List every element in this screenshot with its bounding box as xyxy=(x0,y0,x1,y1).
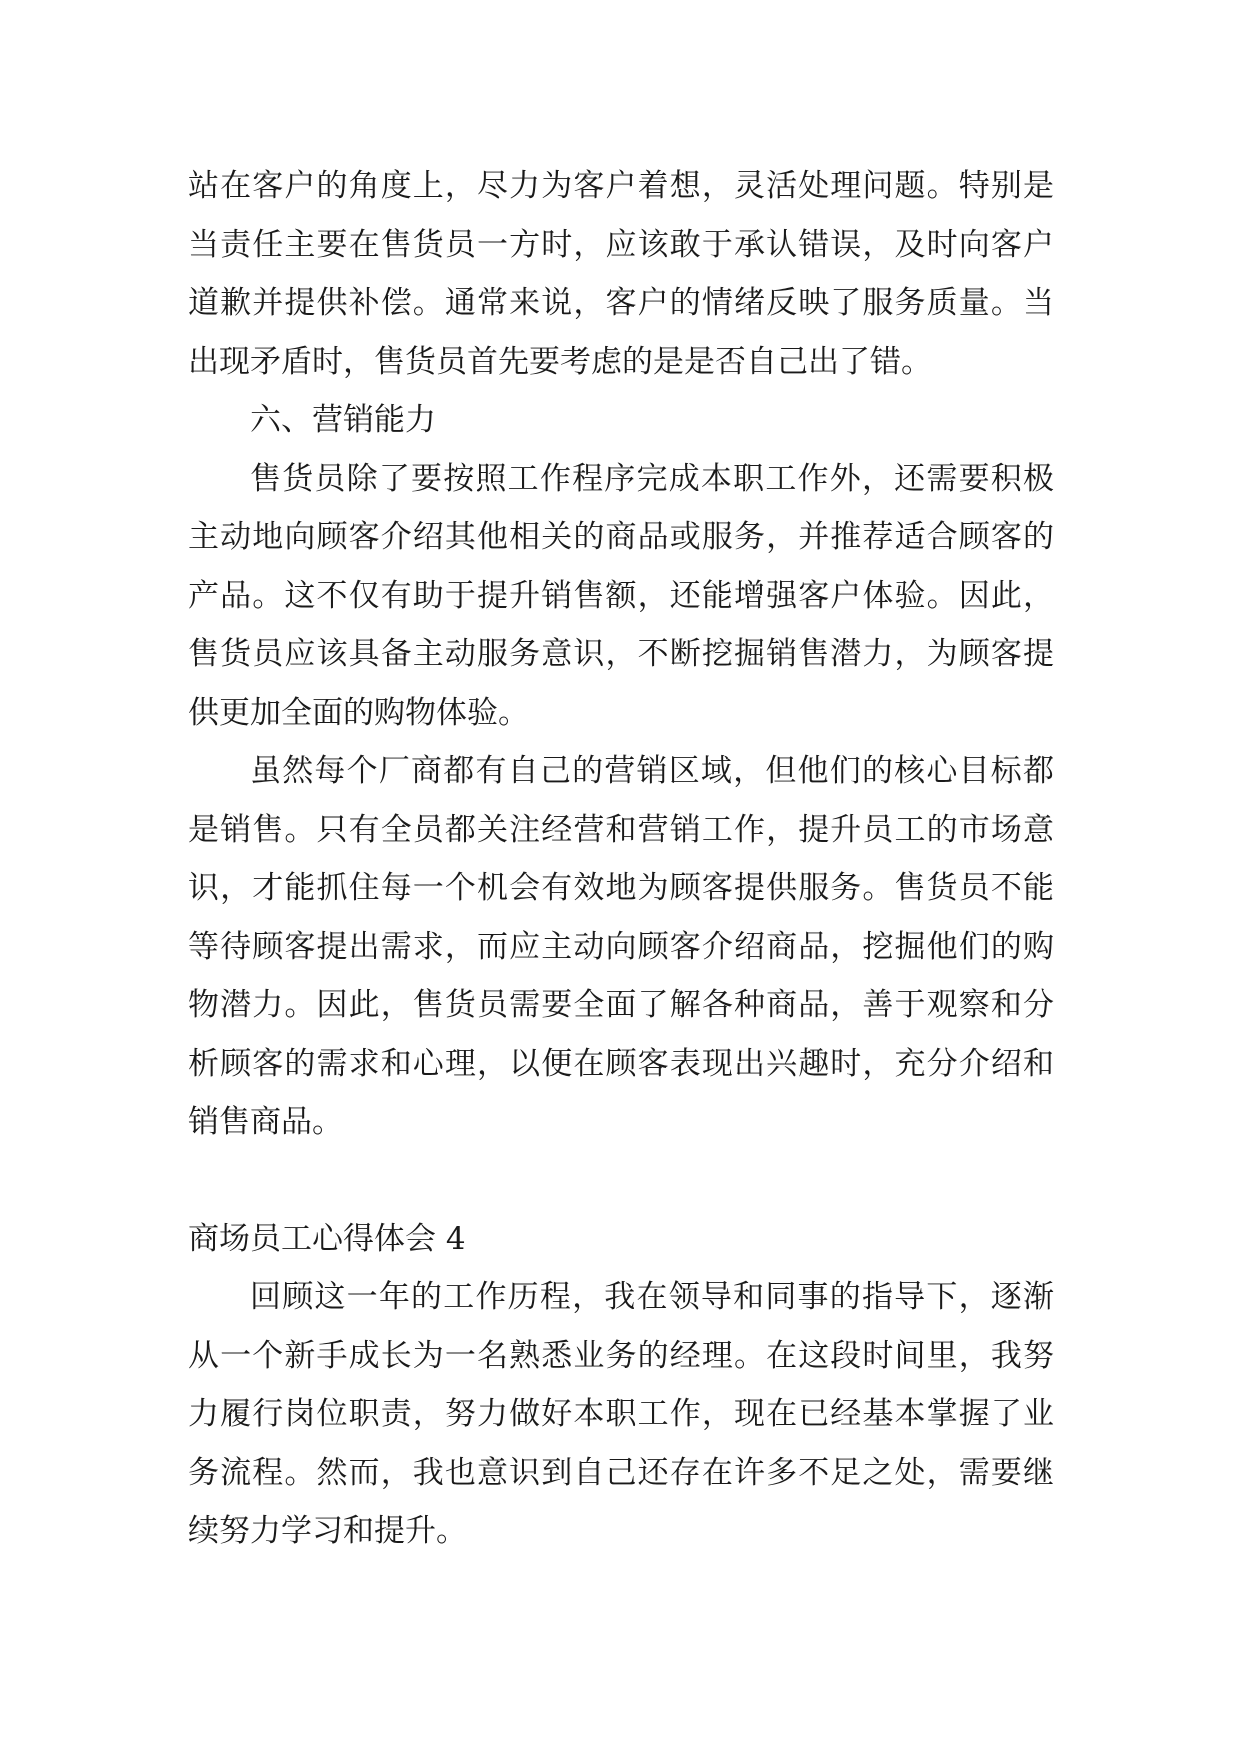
paragraph-essay4-1: 回顾这一年的工作历程，我在领导和同事的指导下，逐渐从一个新手成长为一名熟悉业务的经理。在这段时间里，我努力履行岗位职责，努力做好本职工作，现在已经基本掌握了业务流程。然而，我也意识到自己还存在许多不足之处，需要继续努力学习和提升。 xyxy=(188,1279,1054,1549)
section-heading-marketing: 六、营销能力 xyxy=(250,402,436,438)
paragraph-marketing-1: 售货员除了要按照工作程序完成本职工作外，还需要积极主动地向顾客介绍其他相关的商品或服务，并推荐适合顾客的产品。这不仅有助于提升销售额，还能增强客户体验。因此，售货员应该具备主动服务意识，不断挖掘销售潜力，为顾客提供更加全面的购物体验。 xyxy=(188,460,1054,731)
document-body xyxy=(188,157,1054,1561)
essay-title: 商场员工心得体会 4 xyxy=(188,1220,466,1257)
paragraph-continued: 站在客户的角度上，尽力为客户着想，灵活处理问题。特别是当责任主要在售货员一方时，应该敢于承认错误，及时向客户道歉并提供补偿。通常来说，客户的情绪反映了服务质量。当出现矛盾时，售货员首先要考虑的是是否自己出了错。 xyxy=(188,168,1054,380)
paragraph-marketing-2: 虽然每个厂商都有自己的营销区域，但他们的核心目标都是销售。只有全员都关注经营和营销工作，提升员工的市场意识，才能抓住每一个机会有效地为顾客提供服务。售货员不能等待顾客提出需求，而应主动向顾客介绍商品，挖掘他们的购物潜力。因此，售货员需要全面了解各种商品，善于观察和分析顾客的需求和心理，以便在顾客表现出兴趣时，充分介绍和销售商品。 xyxy=(188,753,1054,1140)
paragraph-gap xyxy=(188,1152,1054,1210)
